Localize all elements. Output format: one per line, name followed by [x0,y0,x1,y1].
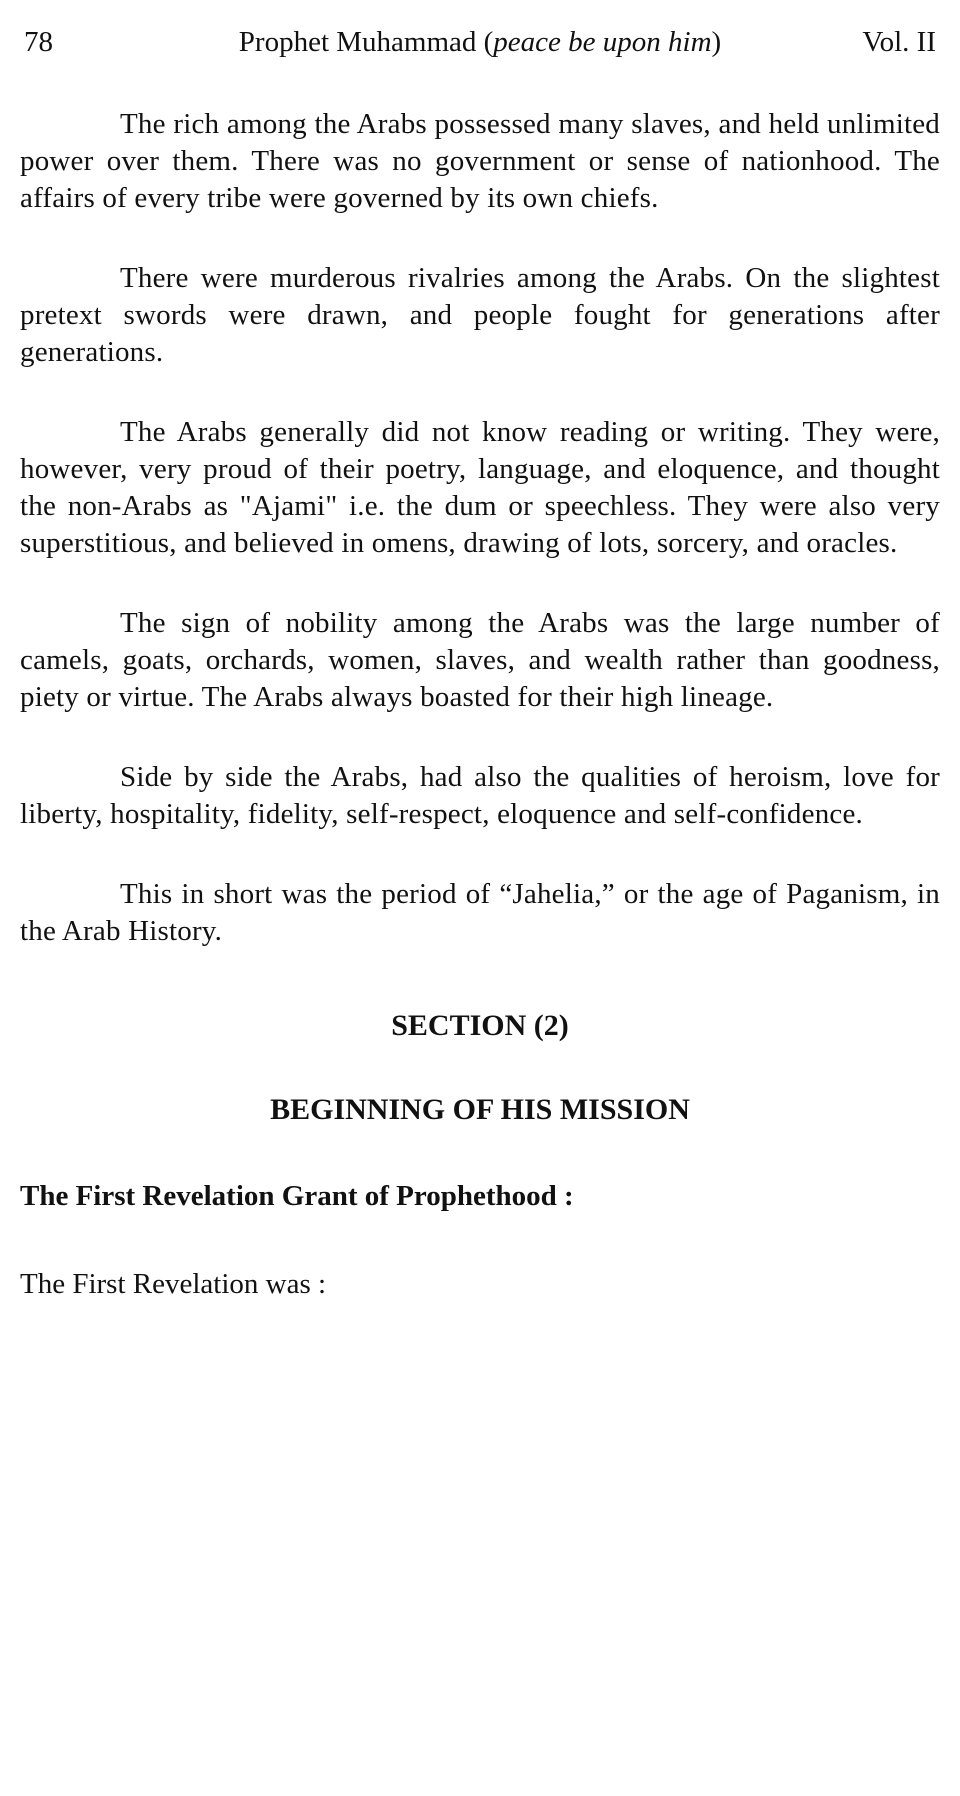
mission-heading: BEGINNING OF HIS MISSION [270,1093,690,1126]
page-title [134,24,826,60]
first-revelation-subheading: The First Revelation Grant of Prophethood : [20,1180,574,1212]
paragraph-2: There were murderous rivalries among the Arabs. On the slightest pretext swords were drawn, and people fought for generations after generations. [20,262,940,368]
paragraph-5: Side by side the Arabs, had also the qualities of heroism, love for liberty, hospitality, fidelity, self-respect, eloquence and self-confidence. [20,761,940,830]
paragraph-6: This in short was the period of “Jahelia,” or the age of Paganism, in the Arab History. [20,878,940,947]
first-revelation-line: The First Revelation was : [20,1268,327,1300]
paragraph-4: The sign of nobility among the Arabs was the large number of camels, goats, orchards, women, slaves, and wealth rather than goodness, piety or virtue. The Arabs always boasted for their high lineage. [20,607,940,713]
body-text [20,106,940,950]
paragraph-3: The Arabs generally did not know reading or writing. They were, however, very proud of their poetry, language, and eloquence, and thought the non-Arabs as "Ajami" i.e. the dum or speechless. They were also very superstitious, and believed in omens, drawing of lots, sorcery, and oracles. [20,416,940,559]
running-header [20,24,940,60]
volume-label: Vol. II [862,26,936,58]
section-heading: SECTION (2) [391,1009,569,1042]
page-number: 78 [24,26,53,58]
paragraph-1: The rich among the Arabs possessed many slaves, and held unlimited power over them. There was no government or sense of nationhood. The affairs of every tribe were governed by its own chiefs. [20,108,940,214]
page-title-suffix: ) [711,26,722,58]
page-title-italic: peace be upon him [493,26,712,58]
page-title-prefix: Prophet Muhammad ( [238,26,494,58]
